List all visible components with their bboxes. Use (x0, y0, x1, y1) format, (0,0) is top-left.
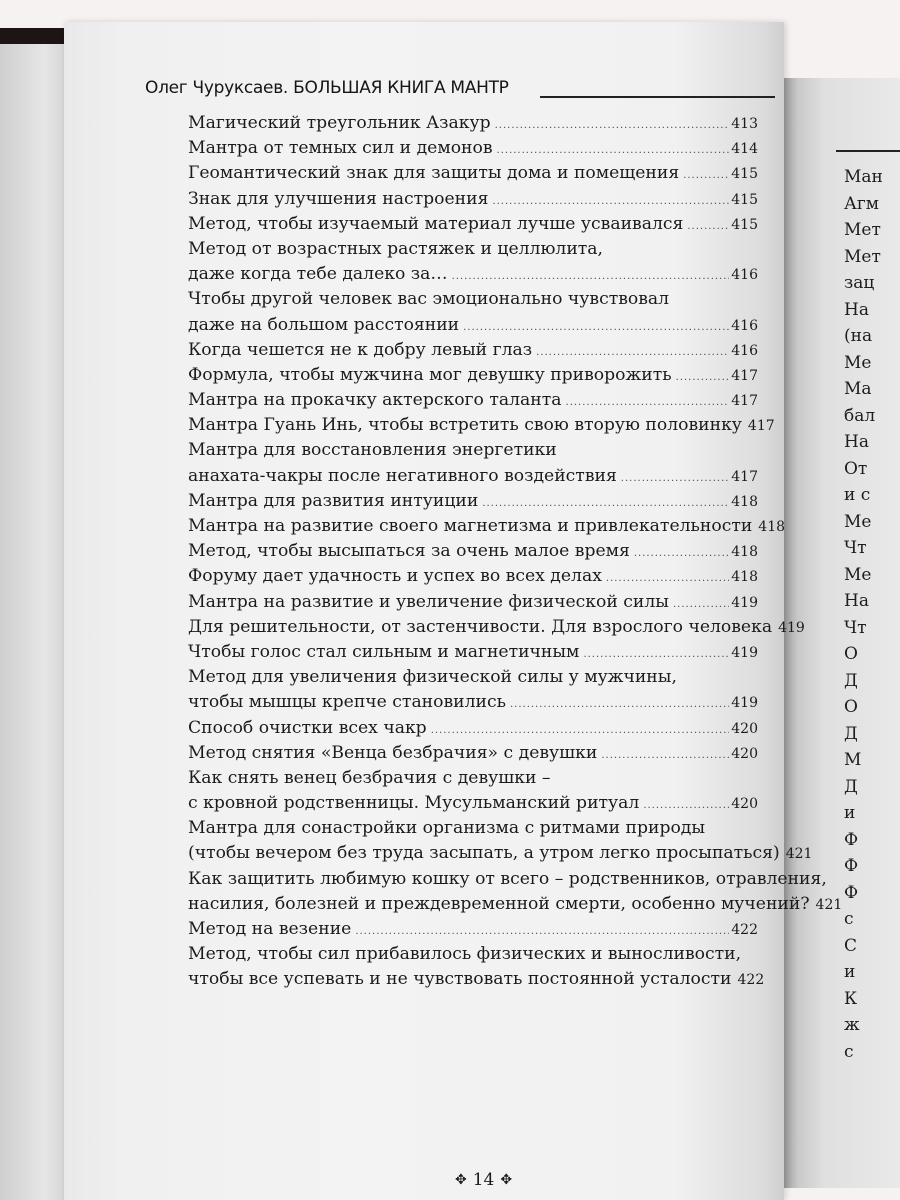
toc-entry-line (188, 867, 827, 892)
toc-entry-page-number: 419 (731, 594, 758, 611)
right-page-line-fragment: бал (844, 405, 876, 426)
toc-entry-line (188, 892, 843, 917)
dot-leader (601, 743, 729, 768)
toc-entry-page-number: 420 (731, 796, 758, 813)
toc-entry-title: Мантра на прокачку актерского таланта (188, 390, 562, 411)
toc-entry-title: Знак для улучшения настроения (188, 188, 489, 209)
toc-entry-line (188, 841, 813, 866)
toc-entry-line (188, 816, 758, 841)
right-page-line-fragment: От (844, 458, 868, 479)
toc-entry-line (188, 212, 758, 237)
dot-leader (510, 692, 729, 717)
toc-entry-line (188, 766, 758, 791)
right-page-line-fragment: М (844, 750, 862, 770)
right-page-line-fragment: Ме (844, 564, 872, 585)
right-page-line-fragment: с (844, 1041, 854, 1062)
toc-entry-title: Формула, чтобы мужчина мог девушку приворожить (188, 364, 672, 385)
toc-entry-title: Метод, чтобы высыпаться за очень малое время (188, 541, 630, 562)
right-page-line-fragment: и (844, 962, 856, 982)
toc-entry (188, 111, 758, 136)
toc-entry-title: Магический треугольник Азакур (188, 113, 491, 133)
toc-entry (188, 514, 786, 539)
dot-leader (583, 642, 729, 667)
toc-entry-line (188, 590, 758, 615)
toc-entry-page-number: 420 (731, 745, 758, 762)
toc-entry-page-number: 413 (731, 116, 758, 132)
toc-entry-page-number: 422 (731, 922, 758, 938)
right-page-line-fragment: и с (844, 485, 871, 505)
toc-entry-title: Когда чешется не к добру левый глаз (188, 339, 533, 360)
right-page-line-fragment: Ф (844, 829, 859, 850)
toc-entry-page-number: 417 (731, 468, 758, 485)
toc-entry-title: Метод снятия «Венца безбрачия» с девушки (188, 742, 598, 763)
dot-leader (536, 340, 729, 365)
dot-leader (492, 189, 729, 214)
right-page-line-fragment: Д (844, 670, 858, 691)
right-page-line-fragment: Ма (844, 379, 872, 399)
right-page-text-fragments (844, 164, 900, 1065)
toc-entry-page-number: 419 (778, 619, 805, 636)
dot-leader (452, 264, 730, 289)
toc-entry-line (188, 136, 758, 161)
right-page-line-fragment: Ме (844, 352, 872, 373)
right-page-line-fragment: На (844, 591, 869, 611)
toc-entry-title: Геомантический знак для защиты дома и помещения (188, 163, 680, 184)
toc-entry-title: с кровной родственницы. Мусульманский ритуал (188, 793, 640, 814)
right-page-line-fragment: Мет (844, 246, 881, 267)
toc-entry-line (188, 313, 758, 338)
right-page-line-fragment: Д (844, 723, 858, 744)
dot-leader (621, 466, 729, 491)
right-page-line-fragment: Ф (844, 856, 859, 876)
toc-entry-page-number: 415 (731, 191, 758, 208)
dot-leader (606, 566, 729, 591)
right-page-line-fragment: На (844, 432, 869, 452)
dot-leader (463, 315, 729, 340)
toc-entry (188, 489, 758, 514)
right-page-line-fragment: О (844, 644, 858, 664)
toc-entry (188, 388, 758, 413)
toc-entry-title: Мантра для развития интуиции (188, 490, 479, 511)
toc-entry-title: Как снять венец безбрачия с девушки – (188, 767, 551, 788)
toc-entry-page-number: 417 (731, 367, 758, 384)
toc-entry-title: (чтобы вечером без труда засыпать, а утром легко просыпаться) (188, 843, 780, 864)
toc-entry (188, 212, 758, 237)
toc-entry-line (188, 363, 758, 388)
back-cover (0, 28, 64, 1200)
toc-entry (188, 590, 758, 615)
toc-entry-page-number: 421 (785, 846, 813, 863)
toc-entry-line (188, 262, 758, 287)
toc-entry-line (188, 791, 758, 816)
right-page-line-fragment: Чт (844, 538, 867, 558)
dot-leader (673, 592, 729, 617)
toc-entry-line (188, 539, 758, 564)
running-header: Олег Чуруксаев. БОЛЬШАЯ КНИГА МАНТР (145, 78, 509, 98)
toc-entry-page-number: 422 (737, 972, 765, 989)
toc-entry (188, 413, 775, 438)
toc-entry (188, 741, 758, 766)
toc-entry-line (188, 741, 758, 766)
toc-entry-title: даже на большом расстоянии (188, 314, 460, 335)
right-page-line-fragment: с (844, 909, 854, 929)
dot-leader (497, 138, 730, 163)
toc-entry (188, 161, 758, 186)
right-page-line-fragment: Чт (844, 617, 867, 638)
toc-entry (188, 287, 758, 337)
right-page-header-rule (836, 150, 900, 152)
toc-entry (188, 942, 765, 992)
toc-entry-title: насилия, болезней и преждевременной смерти, особенно мучений? (188, 893, 810, 914)
toc-entry-title: Метод для увеличения физической силы у мужчины, (188, 667, 677, 688)
toc-entry-title: Мантра для сонастройки организма с ритмами природы (188, 818, 706, 839)
toc-entry-line (188, 917, 758, 942)
toc-entry (188, 338, 758, 363)
toc-entry-page-number: 417 (731, 393, 758, 410)
toc-entry-page-number: 421 (815, 896, 843, 913)
dot-leader (683, 163, 729, 188)
toc-entry-line (188, 665, 758, 690)
page-number: 14 (472, 1170, 495, 1190)
dot-leader (482, 491, 729, 516)
toc-entry-line (188, 187, 758, 212)
toc-entry (188, 867, 843, 917)
toc-entry (188, 917, 758, 942)
toc-entry-page-number: 419 (731, 644, 758, 661)
ornament-right-icon: ✥ (500, 1172, 513, 1188)
dot-leader (495, 113, 730, 138)
toc-entry-title: Метод на везение (188, 919, 352, 939)
toc-entry-title: Мантра для восстановления энергетики (188, 440, 557, 461)
right-page-line-fragment: (на (844, 326, 873, 346)
toc-entry-line (188, 287, 758, 312)
toc-entry (188, 136, 758, 161)
toc-entry-line (188, 111, 758, 136)
toc-entry-page-number: 417 (747, 418, 775, 435)
right-page-line-fragment: На (844, 299, 869, 320)
toc-entry (188, 438, 758, 488)
toc-entry (188, 816, 813, 866)
dot-leader (687, 214, 729, 239)
dot-leader (355, 919, 729, 944)
toc-entry-title: чтобы мышцы крепче становились (188, 692, 506, 713)
toc-entry-page-number: 418 (758, 519, 786, 535)
toc-entry-line (188, 615, 805, 640)
toc-entry-title: Мантра на развитие своего магнетизма и привлекательности (188, 516, 753, 536)
right-page-line-fragment: Ме (844, 511, 872, 532)
toc-entry-line (188, 388, 758, 413)
toc-entry-line (188, 489, 758, 514)
right-page-line-fragment: К (844, 988, 858, 1009)
right-page-line-fragment: ж (844, 1015, 860, 1035)
right-page-line-fragment: зац (844, 273, 875, 293)
toc-entry-page-number: 415 (731, 216, 758, 233)
toc-entry (188, 187, 758, 212)
dot-leader (566, 390, 730, 415)
toc-entry (188, 665, 758, 715)
toc-entry-title: Метод, чтобы изучаемый материал лучше усваивался (188, 213, 684, 234)
toc-entry (188, 539, 758, 564)
toc-entry-line (188, 237, 758, 262)
dot-leader (643, 793, 729, 818)
right-page-line-fragment: и (844, 803, 856, 823)
toc-entry-line (188, 967, 765, 992)
toc-entry-title: Способ очистки всех чакр (188, 717, 427, 738)
toc-entry (188, 363, 758, 388)
toc-entry-page-number: 414 (731, 141, 758, 158)
toc-entry-page-number: 416 (731, 342, 758, 359)
toc-entry-line (188, 942, 758, 967)
dot-leader (676, 365, 730, 390)
toc-entry-page-number: 418 (731, 544, 758, 561)
right-page-line-fragment: Ман (844, 167, 883, 187)
right-page-line-fragment: С (844, 935, 858, 956)
toc-entry-title: Метод от возрастных растяжек и целлюлита, (188, 238, 604, 259)
header-rule (540, 96, 775, 98)
toc-entry-title: даже когда тебе далеко за… (188, 264, 448, 285)
toc-entry-line (188, 413, 775, 438)
dot-leader (634, 541, 729, 566)
toc-entry-title: Для решительности, от застенчивости. Для взрослого человека (188, 616, 773, 637)
toc-entry-title: Метод, чтобы сил прибавилось физических и выносливости, (188, 944, 742, 965)
back-cover-edge (0, 28, 64, 44)
toc-entry-line (188, 716, 758, 741)
toc-entry-title: Как защитить любимую кошку от всего – родственников, отравления, (188, 868, 827, 889)
right-page-line-fragment: Д (844, 776, 858, 797)
toc-entry-line (188, 438, 758, 463)
table-of-contents (188, 111, 843, 993)
toc-entry-page-number: 419 (731, 695, 758, 712)
toc-entry-line (188, 464, 758, 489)
toc-entry-title: Мантра от темных сил и демонов (188, 138, 493, 159)
right-page-line-fragment: Ф (844, 882, 859, 903)
toc-entry-page-number: 418 (731, 569, 758, 586)
toc-entry (188, 716, 758, 741)
toc-entry-title: Чтобы голос стал сильным и магнетичным (188, 641, 580, 662)
toc-entry-line (188, 338, 758, 363)
toc-entry-title: Чтобы другой человек вас эмоционально чувствовал (188, 289, 670, 310)
toc-entry-page-number: 415 (731, 166, 758, 183)
toc-entry-line (188, 161, 758, 186)
toc-entry-page-number: 420 (731, 720, 758, 737)
toc-entry-page-number: 416 (731, 267, 758, 284)
toc-entry (188, 766, 758, 816)
ornament-left-icon: ✥ (455, 1172, 467, 1188)
dot-leader (431, 718, 730, 743)
toc-entry (188, 564, 758, 589)
toc-entry-title: Мантра на развитие и увеличение физической силы (188, 591, 669, 612)
toc-entry-line (188, 690, 758, 715)
right-page-line-fragment: Мет (844, 220, 881, 240)
toc-entry-title: Форуму дает удачность и успех во всех делах (188, 566, 602, 587)
toc-entry-line (188, 564, 758, 589)
toc-entry (188, 615, 805, 640)
toc-entry (188, 640, 758, 665)
toc-entry-line (188, 514, 786, 539)
toc-entry-title: анахата-чакры после негативного воздействия (188, 465, 617, 486)
toc-entry (188, 237, 758, 287)
toc-entry-title: Мантра Гуань Инь, чтобы встретить свою вторую половинку (188, 415, 742, 436)
toc-entry-title: чтобы все успевать и не чувствовать постоянной усталости (188, 969, 732, 990)
page-footer (455, 1170, 512, 1190)
toc-entry-page-number: 418 (731, 493, 758, 510)
right-page-line-fragment: Агм (844, 193, 880, 214)
right-page-line-fragment: О (844, 697, 858, 717)
toc-entry-page-number: 416 (731, 317, 758, 334)
toc-entry-line (188, 640, 758, 665)
